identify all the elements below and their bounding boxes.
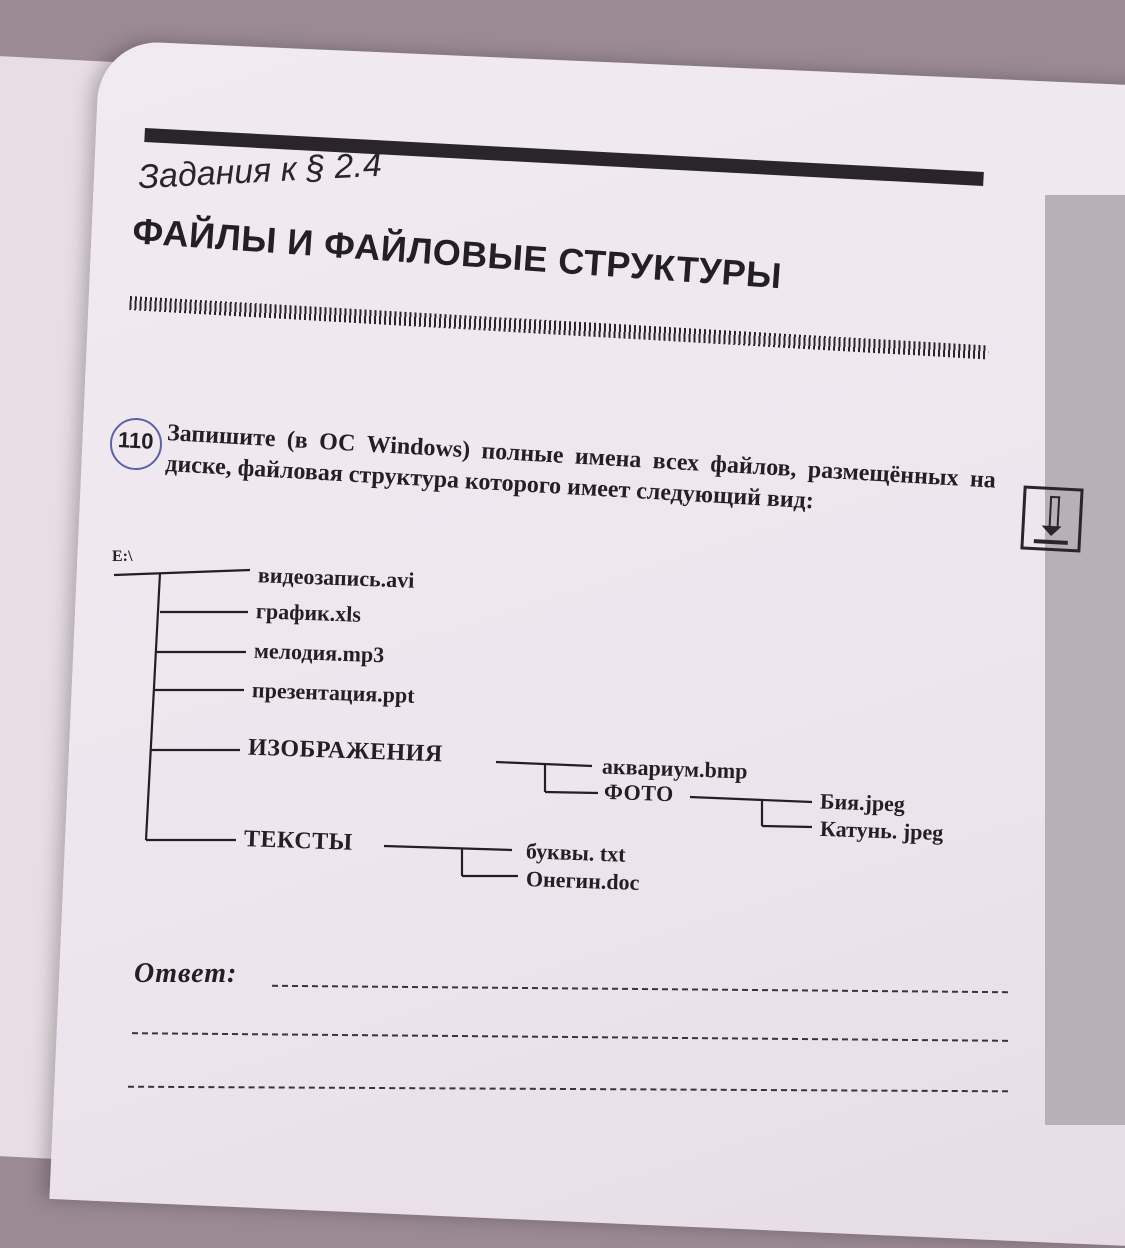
tree-file: Катунь. jpeg <box>819 815 944 846</box>
task-number: 110 <box>117 427 155 454</box>
tree-file: буквы. txt <box>525 838 626 867</box>
section-title: ФАЙЛЫ И ФАЙЛОВЫЕ СТРУКТУРЫ <box>131 210 784 297</box>
tree-file: аквариум.bmp <box>601 753 748 784</box>
tree-folder-images: ИЗОБРАЖЕНИЯ <box>247 734 444 768</box>
section-label: Задания к § 2.4 <box>137 145 383 197</box>
tree-folder-texts: ТЕКСТЫ <box>243 826 354 856</box>
tree-file: презентация.ppt <box>251 677 415 708</box>
tree-folder-photo: ФОТО <box>603 778 675 807</box>
tree-file: видеозапись.avi <box>257 562 415 593</box>
tree-file: мелодия.mp3 <box>253 637 385 668</box>
tree-file: Онегин.doc <box>525 866 640 895</box>
task-text: Запишите (в ОС Windows) полные имена всех файлов, размещённых на диске, файловая структура которого имеет следующий вид: <box>164 419 997 515</box>
tree-file: Бия.jpeg <box>819 788 906 817</box>
tree-root-drive: E:\ <box>112 548 133 565</box>
tree-file: график.xls <box>255 598 362 627</box>
answer-label: Ответ: <box>134 958 238 989</box>
